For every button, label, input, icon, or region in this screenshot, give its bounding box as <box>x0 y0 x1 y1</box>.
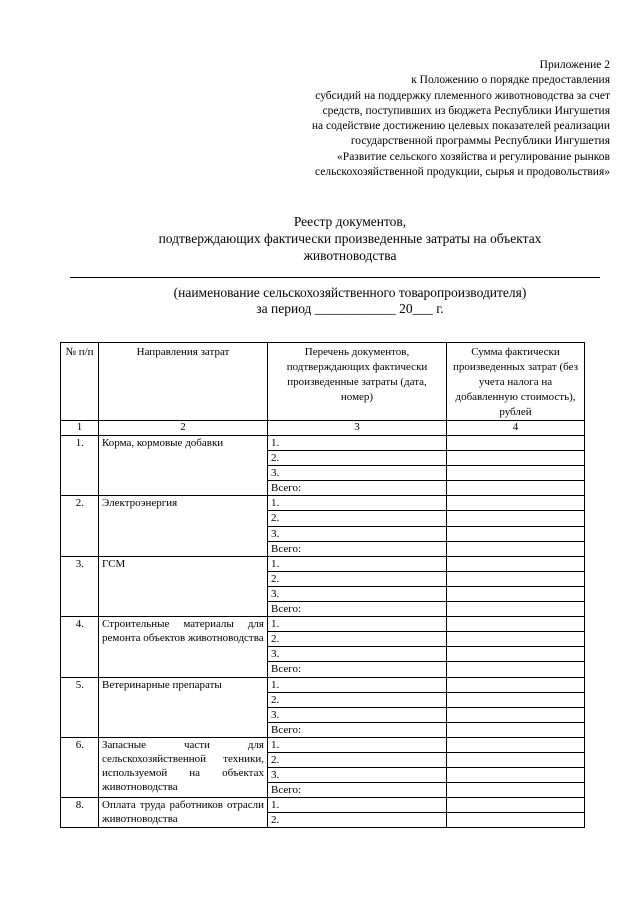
producer-caption: (наименование сельскохозяйственного товаропроизводителя) <box>173 285 527 300</box>
register-table <box>60 342 585 828</box>
sum-cell[interactable] <box>447 707 585 722</box>
appendix-line: государственной программы Республики Ингушетия <box>350 135 610 148</box>
appendix-line: на содействие достижению целевых показателей реализации <box>311 120 610 133</box>
title-line: подтверждающих фактически произведенные затраты на объектах <box>158 231 542 246</box>
header-num: № п/п <box>61 343 99 421</box>
sum-cell[interactable] <box>447 602 585 617</box>
document-line: 3. <box>268 768 447 783</box>
sum-cell[interactable] <box>447 647 585 662</box>
row-number: 4. <box>61 617 99 677</box>
sum-cell[interactable] <box>447 481 585 496</box>
register-title <box>60 213 640 264</box>
sum-cell[interactable] <box>447 541 585 556</box>
sum-cell[interactable] <box>447 436 585 451</box>
document-line: 1. <box>268 436 447 451</box>
expense-direction: Электроэнергия <box>99 496 268 556</box>
row-number: 1. <box>61 436 99 496</box>
column-number: 2 <box>99 421 268 436</box>
title-line: Реестр документов, <box>293 214 407 229</box>
document-line: 1. <box>268 556 447 571</box>
table-row <box>61 496 585 511</box>
document-line: 2. <box>268 451 447 466</box>
document-line: 3. <box>268 707 447 722</box>
total-label: Всего: <box>268 541 447 556</box>
row-number: 3. <box>61 556 99 616</box>
expense-direction: Оплата труда работников отрасли животноводства <box>99 798 268 828</box>
total-label: Всего: <box>268 722 447 737</box>
sum-cell[interactable] <box>447 617 585 632</box>
sum-cell[interactable] <box>447 526 585 541</box>
header-direction: Направления затрат <box>99 343 268 421</box>
sum-cell[interactable] <box>447 511 585 526</box>
table-row <box>61 617 585 632</box>
table-row <box>61 798 585 813</box>
sum-cell[interactable] <box>447 768 585 783</box>
table-header-row <box>61 343 585 421</box>
document-line: 1. <box>268 737 447 752</box>
appendix-line: сельскохозяйственной продукции, сырья и продовольствия» <box>315 166 610 179</box>
sum-cell[interactable] <box>447 556 585 571</box>
row-number: 6. <box>61 737 99 797</box>
document-line: 2. <box>268 632 447 647</box>
sum-cell[interactable] <box>447 571 585 586</box>
appendix-line: «Развитие сельского хозяйства и регулирование рынков <box>337 150 610 163</box>
document-line: 1. <box>268 496 447 511</box>
sum-cell[interactable] <box>447 586 585 601</box>
sum-cell[interactable] <box>447 451 585 466</box>
row-number: 8. <box>61 798 99 828</box>
header-sum: Сумма фактически произведенных затрат (без учета налога на добавленную стоимость), рублей <box>447 343 585 421</box>
appendix-line: средств, поступивших из бюджета Республики Ингушетия <box>322 104 610 117</box>
sum-cell[interactable] <box>447 783 585 798</box>
sum-cell[interactable] <box>447 632 585 647</box>
column-number: 1 <box>61 421 99 436</box>
table-row <box>61 677 585 692</box>
table-row <box>61 556 585 571</box>
sum-cell[interactable] <box>447 798 585 813</box>
total-label: Всего: <box>268 662 447 677</box>
sum-cell[interactable] <box>447 722 585 737</box>
document-line: 3. <box>268 526 447 541</box>
sum-cell[interactable] <box>447 692 585 707</box>
expense-direction: Корма, кормовые добавки <box>99 436 268 496</box>
appendix-line: к Положению о порядке предоставления <box>411 74 610 87</box>
column-number: 3 <box>268 421 447 436</box>
document-line: 2. <box>268 752 447 767</box>
producer-name-underline <box>70 277 600 278</box>
document-line: 1. <box>268 798 447 813</box>
period-line: за период ____________ 20___ г. <box>256 301 444 316</box>
sum-cell[interactable] <box>447 813 585 828</box>
document-line: 3. <box>268 586 447 601</box>
expense-direction: Запасные части для сельскохозяйственной техники, используемой на объектах животноводства <box>99 737 268 797</box>
sum-cell[interactable] <box>447 466 585 481</box>
appendix-header <box>230 58 610 180</box>
document-line: 2. <box>268 813 447 828</box>
document-line: 2. <box>268 511 447 526</box>
document-line: 1. <box>268 677 447 692</box>
table-row <box>61 737 585 752</box>
sum-cell[interactable] <box>447 752 585 767</box>
expense-direction: Строительные материалы для ремонта объектов животноводства <box>99 617 268 677</box>
document-line: 3. <box>268 466 447 481</box>
table-row <box>61 436 585 451</box>
expense-direction: ГСМ <box>99 556 268 616</box>
document-line: 1. <box>268 617 447 632</box>
document-line: 2. <box>268 692 447 707</box>
title-line: животноводства <box>303 248 397 263</box>
sum-cell[interactable] <box>447 677 585 692</box>
appendix-line: Приложение 2 <box>539 59 610 71</box>
header-documents: Перечень документов, подтверждающих фактически произведенные затраты (дата, номер) <box>268 343 447 421</box>
total-label: Всего: <box>268 481 447 496</box>
row-number: 2. <box>61 496 99 556</box>
column-number-row <box>61 421 585 436</box>
sum-cell[interactable] <box>447 737 585 752</box>
total-label: Всего: <box>268 602 447 617</box>
document-line: 3. <box>268 647 447 662</box>
column-number: 4 <box>447 421 585 436</box>
row-number: 5. <box>61 677 99 737</box>
sum-cell[interactable] <box>447 496 585 511</box>
document-line: 2. <box>268 571 447 586</box>
expense-direction: Ветеринарные препараты <box>99 677 268 737</box>
sum-cell[interactable] <box>447 662 585 677</box>
total-label: Всего: <box>268 783 447 798</box>
appendix-line: субсидий на поддержку племенного животноводства за счет <box>315 89 610 102</box>
